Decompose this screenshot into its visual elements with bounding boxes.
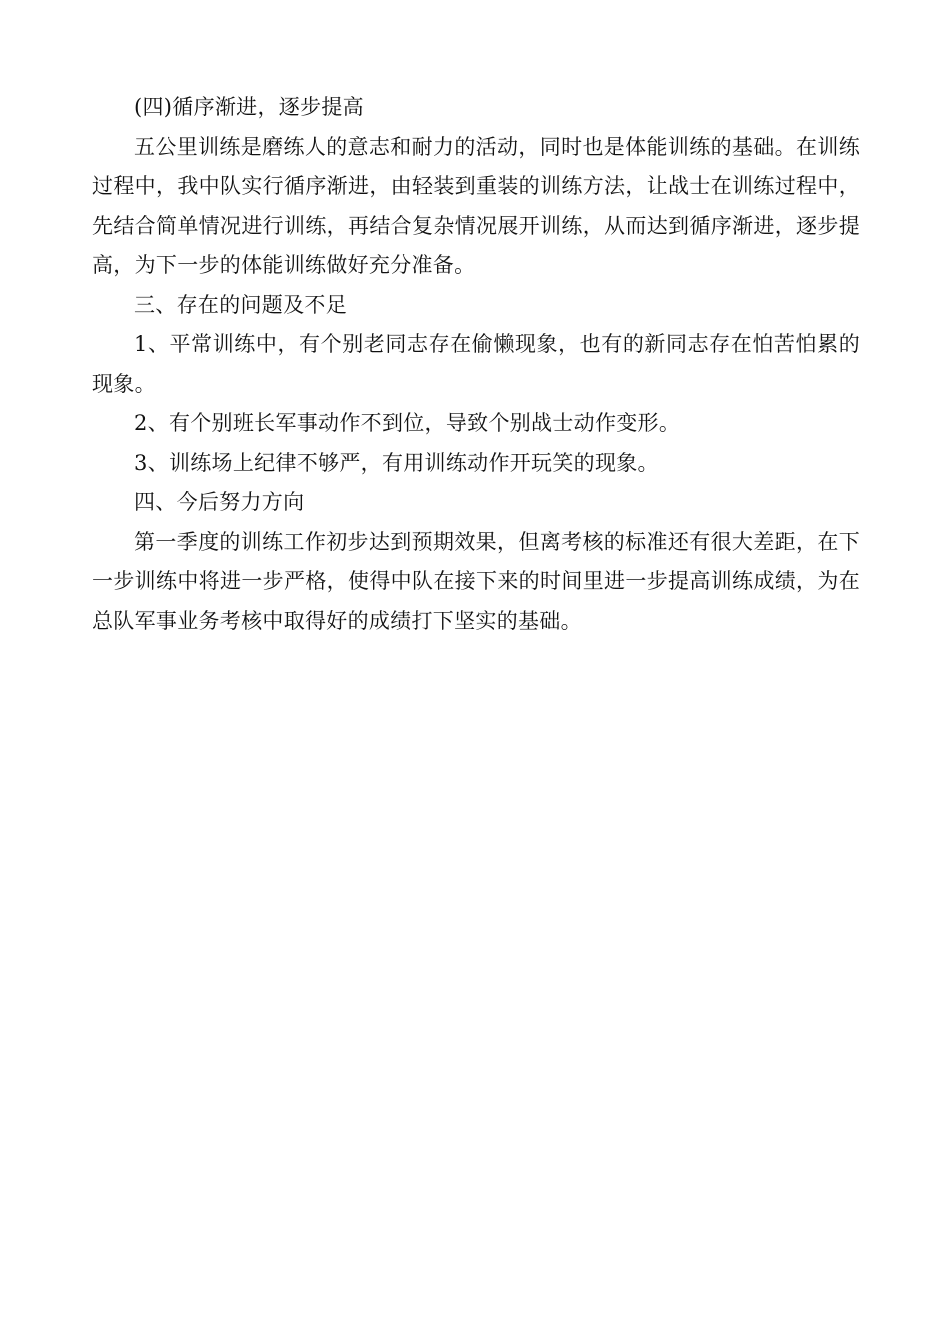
problem-item-1: 1、平常训练中，有个别老同志存在偷懒现象，也有的新同志存在怕苦怕累的现象。	[92, 332, 860, 396]
section-heading-problems: 三、存在的问题及不足	[134, 292, 347, 317]
problem-item-3: 3、训练场上纪律不够严，有用训练动作开玩笑的现象。	[134, 450, 659, 475]
paragraph-five-km-training: 五公里训练是磨练人的意志和耐力的活动，同时也是体能训练的基础。在训练过程中，我中队实行循序渐进，由轻装到重装的训练方法，让战士在训练过程中，先结合简单情况进行训练，再结合复杂情况展开训练，从而达到循序渐进，逐步提高，为下一步的体能训练做好充分准备。	[92, 134, 860, 277]
document-body	[92, 88, 860, 641]
section-heading-gradual-progress: (四)循序渐进，逐步提高	[134, 95, 364, 119]
section-heading-future-direction: 四、今后努力方向	[134, 490, 305, 514]
paragraph-future-direction: 第一季度的训练工作初步达到预期效果，但离考核的标准还有很大差距，在下一步训练中将进一步严格，使得中队在接下来的时间里进一步提高训练成绩，为在总队军事业务考核中取得好的成绩打下坚实的基础。	[92, 529, 860, 633]
problem-item-2: 2、有个别班长军事动作不到位，导致个别战士动作变形。	[134, 411, 681, 435]
